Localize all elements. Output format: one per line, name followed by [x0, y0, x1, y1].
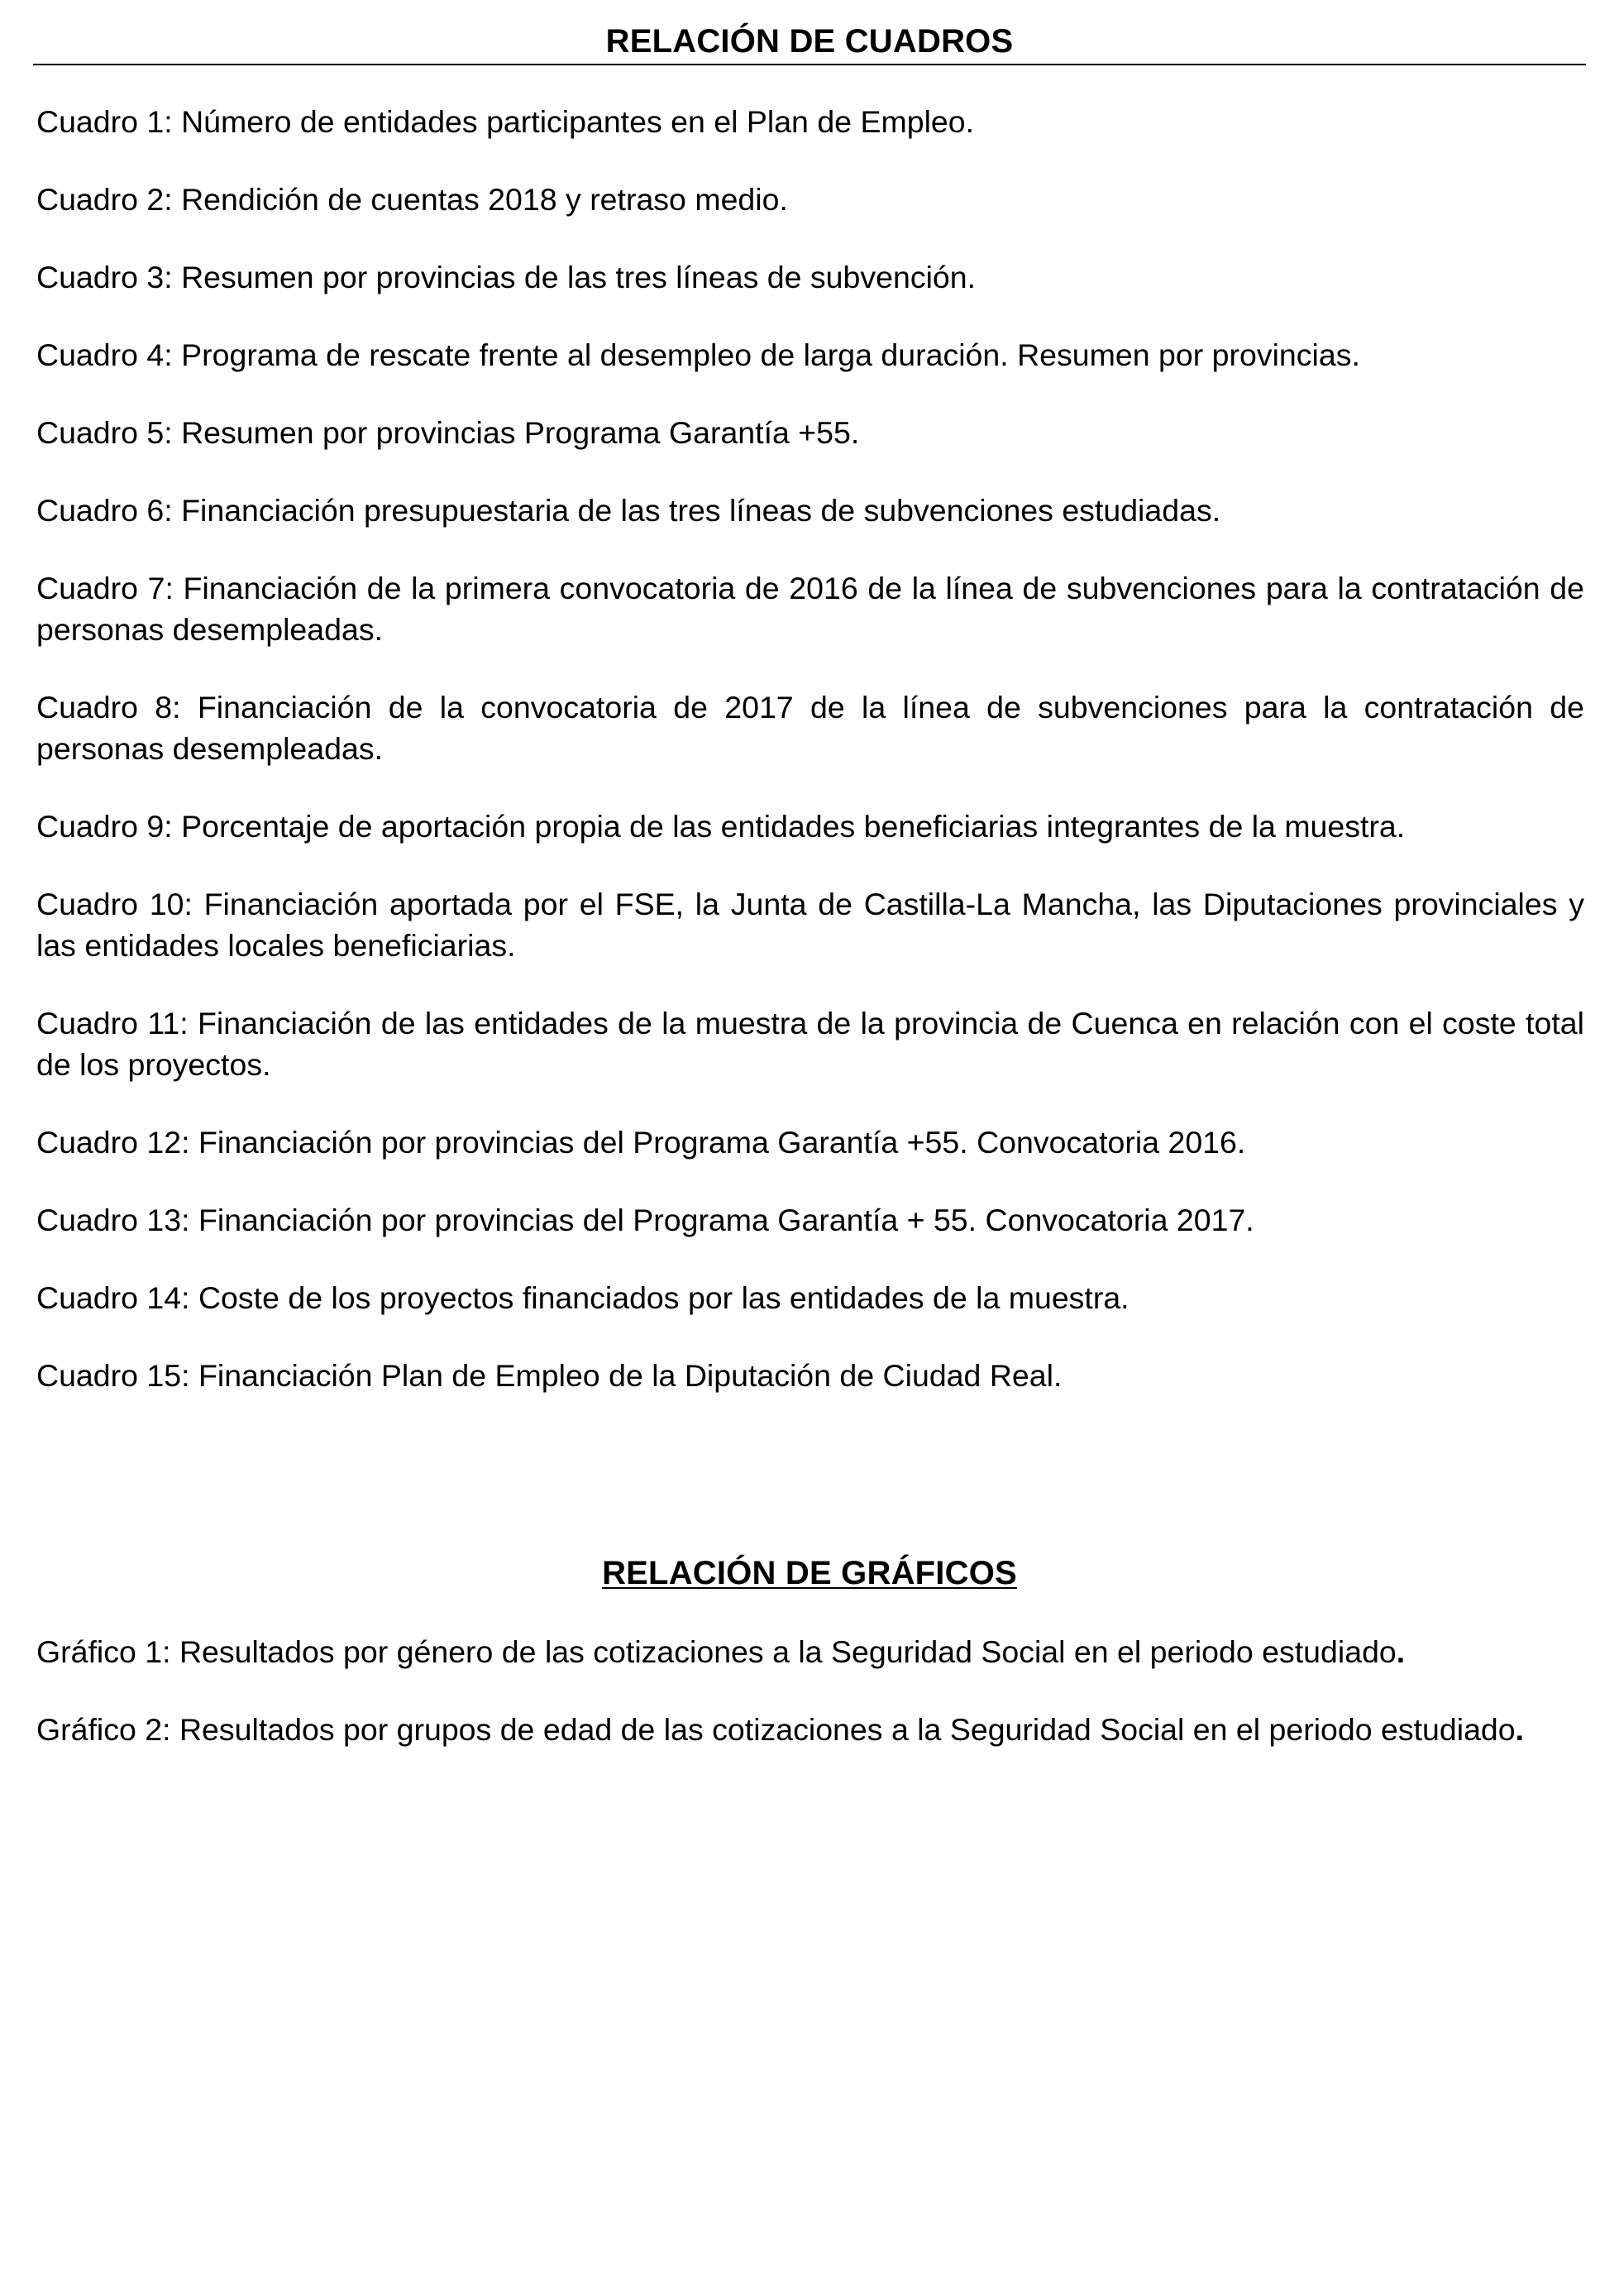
cuadro-10-entry: Cuadro 10: Financiación aportada por el FSE, la Junta de Castilla-La Mancha, las Diputaciones provinciales y las entidades locales beneficiarias. — [36, 887, 1584, 963]
grafico-1-entry — [36, 1631, 1584, 1672]
grafico-2-entry — [36, 1709, 1584, 1750]
cuadro-6-entry: Cuadro 6: Financiación presupuestaria de las tres líneas de subvenciones estudiadas. — [36, 493, 1221, 528]
cuadro-11-entry: Cuadro 11: Financiación de las entidades de la muestra de la provincia de Cuenca en relación con el coste total de los proyectos. — [36, 1006, 1584, 1082]
grafico-1-text: Gráfico 1: Resultados por género de las cotizaciones a la Seguridad Social en el periodo estudiado — [36, 1634, 1397, 1669]
cuadro-4-entry: Cuadro 4: Programa de rescate frente al desempleo de larga duración. Resumen por provincias. — [36, 337, 1360, 372]
heading-rule — [33, 64, 1586, 65]
graficos-list — [36, 1631, 1584, 1787]
cuadro-14-entry: Cuadro 14: Coste de los proyectos financiados por las entidades de la muestra. — [36, 1280, 1129, 1315]
cuadro-1-entry: Cuadro 1: Número de entidades participantes en el Plan de Empleo. — [36, 104, 975, 139]
cuadros-heading: RELACIÓN DE CUADROS — [605, 23, 1014, 60]
grafico-2-text: Gráfico 2: Resultados por grupos de edad de las cotizaciones a la Seguridad Social en el periodo estudiado — [36, 1712, 1516, 1747]
cuadro-3-entry: Cuadro 3: Resumen por provincias de las tres líneas de subvención. — [36, 260, 977, 294]
cuadro-2-entry: Cuadro 2: Rendición de cuentas 2018 y retraso medio. — [36, 182, 788, 217]
cuadro-15-entry: Cuadro 15: Financiación Plan de Empleo de la Diputación de Ciudad Real. — [36, 1358, 1063, 1393]
cuadro-8-entry: Cuadro 8: Financiación de la convocatoria de 2017 de la línea de subvenciones para la contratación de personas desempleadas. — [36, 690, 1584, 766]
cuadro-9-entry: Cuadro 9: Porcentaje de aportación propia de las entidades beneficiarias integrantes de la muestra. — [36, 809, 1406, 844]
cuadro-13-entry: Cuadro 13: Financiación por provincias del Programa Garantía + 55. Convocatoria 2017. — [36, 1203, 1254, 1237]
grafico-1-terminator: . — [1396, 1634, 1406, 1669]
graficos-heading-text: RELACIÓN DE GRÁFICOS — [602, 1555, 1017, 1591]
cuadro-12-entry: Cuadro 12: Financiación por provincias del Programa Garantía +55. Convocatoria 2016. — [36, 1125, 1246, 1160]
cuadro-5-entry: Cuadro 5: Resumen por provincias Programa Garantía +55. — [36, 415, 860, 450]
grafico-2-terminator: . — [1515, 1712, 1525, 1747]
cuadro-7-entry: Cuadro 7: Financiación de la primera convocatoria de 2016 de la línea de subvenciones para la contratación de personas desempleadas. — [36, 571, 1584, 647]
graficos-heading — [33, 1550, 1586, 1596]
cuadros-list — [36, 101, 1584, 1433]
